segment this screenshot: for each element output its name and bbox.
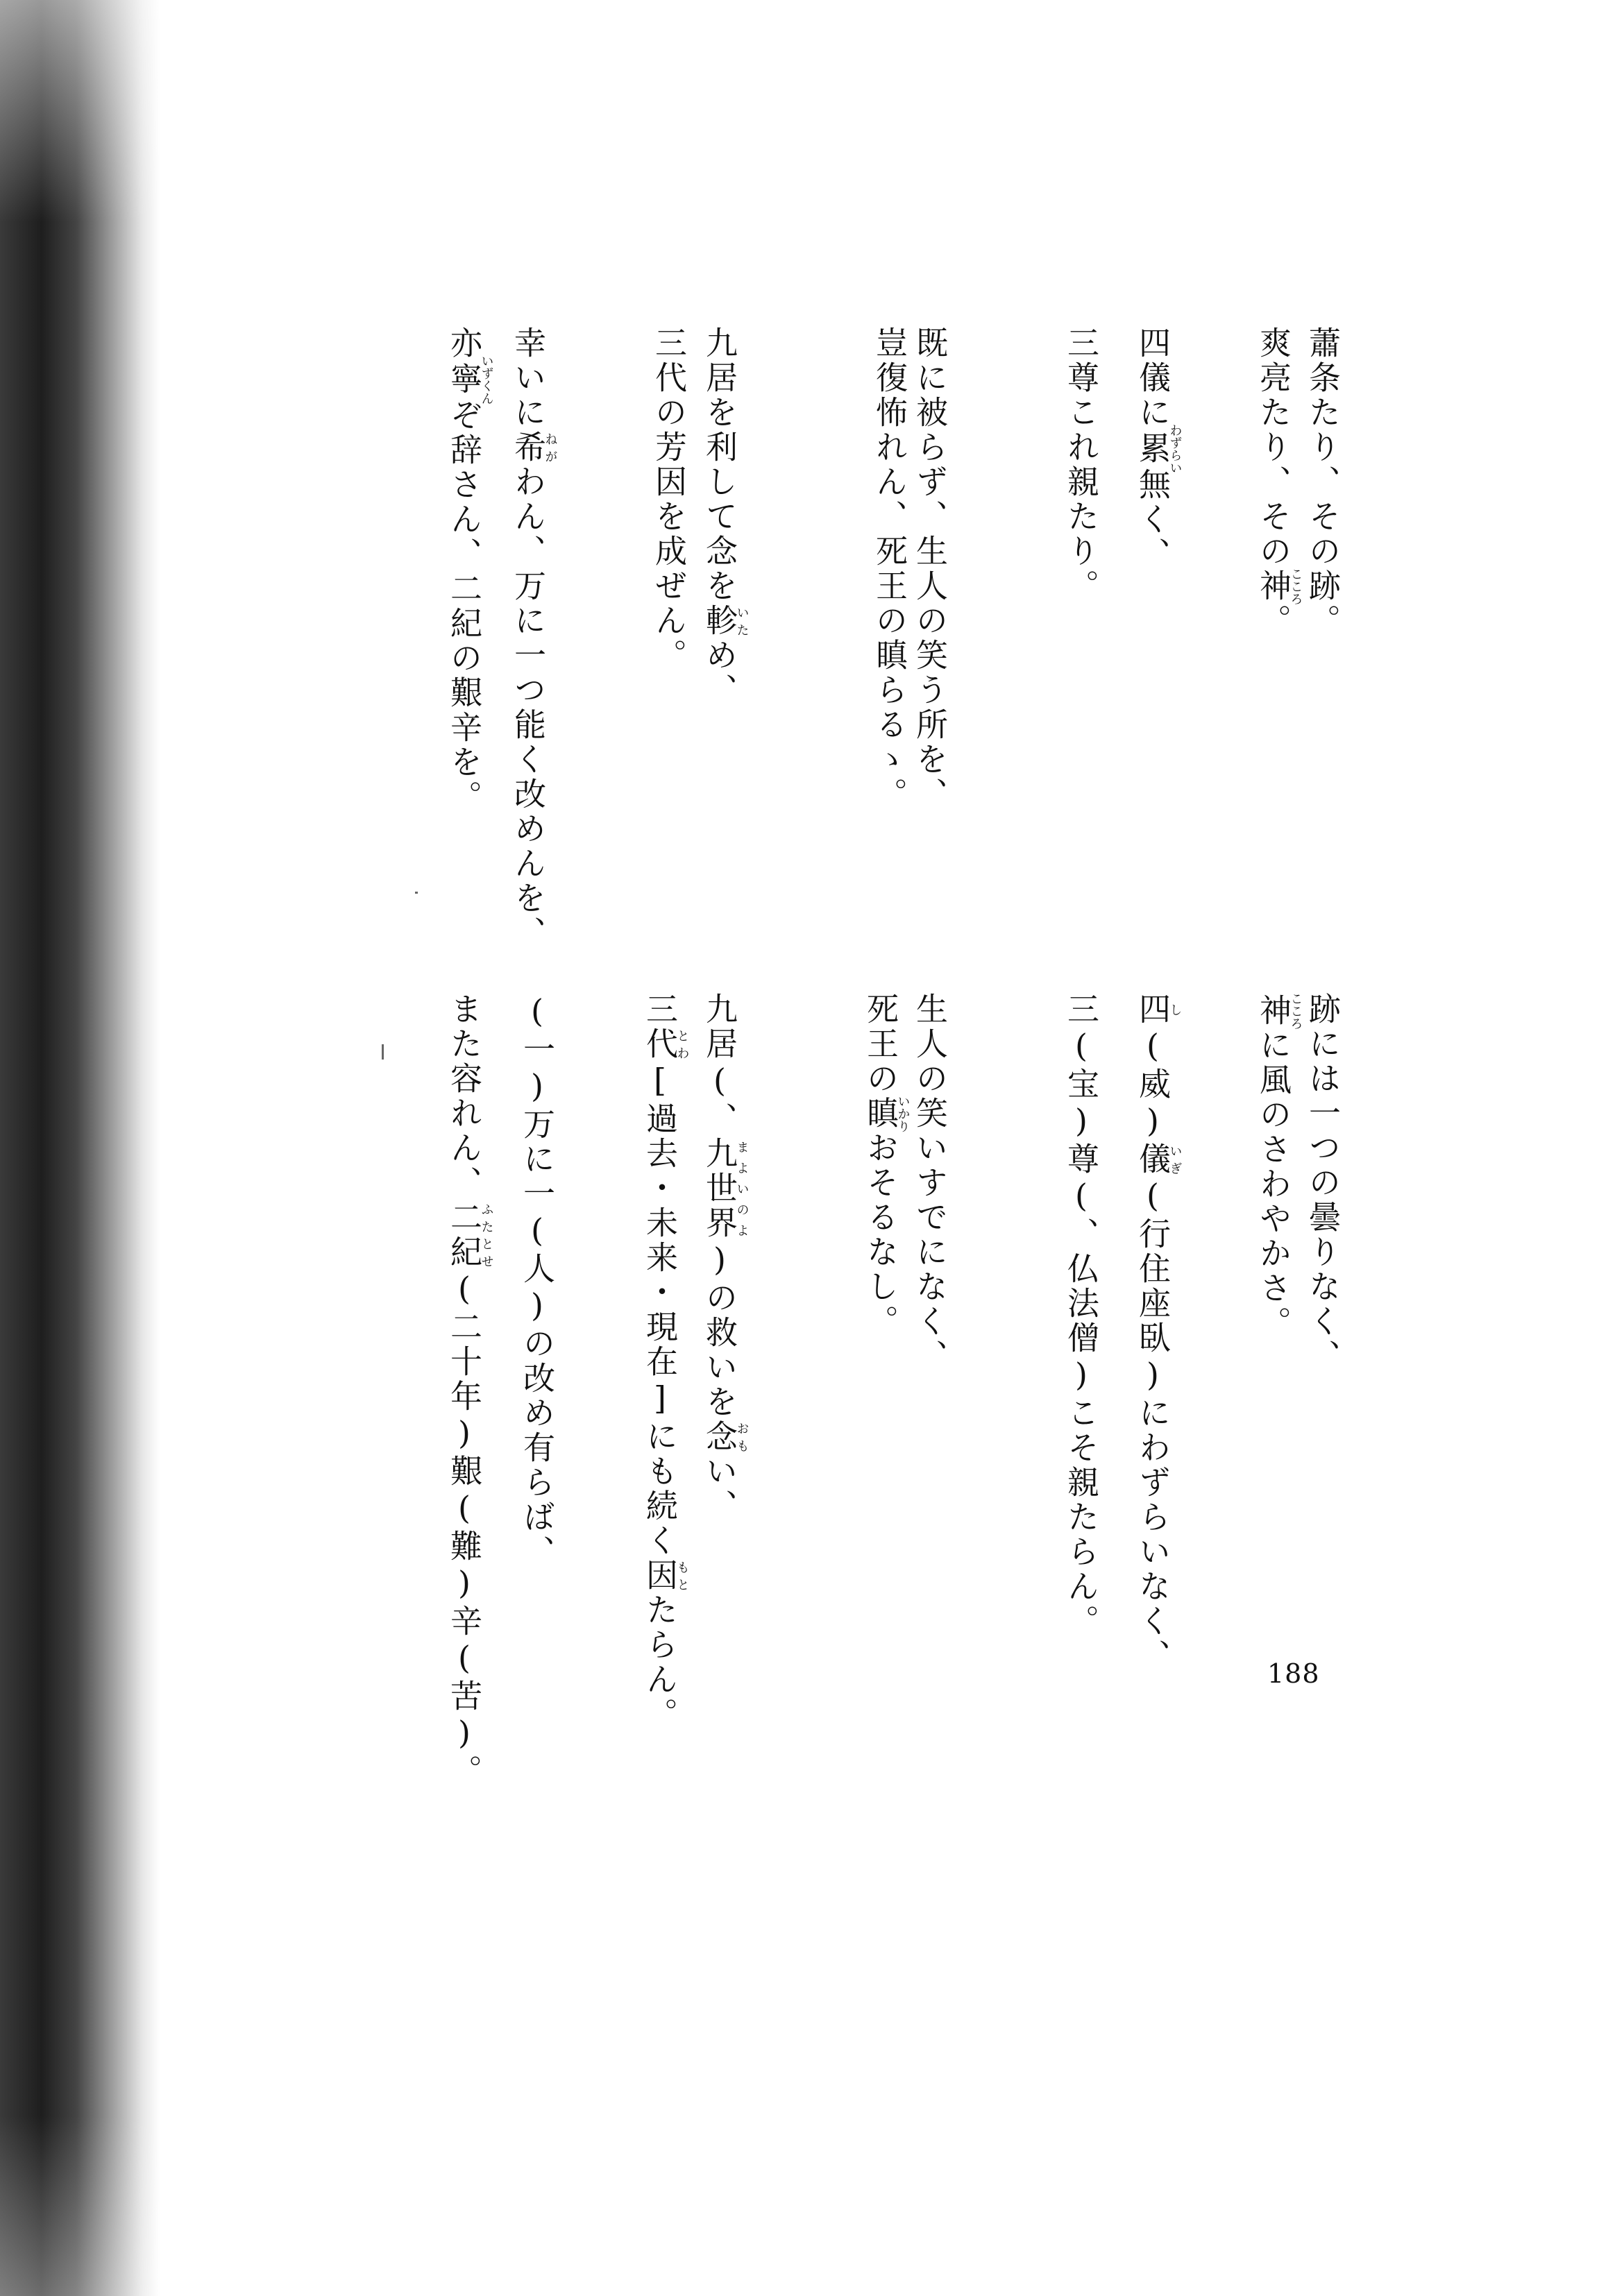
upper-verse-1-line-2: 爽亮たり、その神こころ。 bbox=[1255, 326, 1303, 638]
upper-verse-2-line-1: 四儀に累わずらい無く、 bbox=[1134, 326, 1183, 572]
upper-verse-4-line-2: 三代の芳因を成ぜん。 bbox=[650, 326, 688, 673]
upper-verse-1-line-1: 蕭条たり、その跡。 bbox=[1304, 326, 1342, 638]
lower-verse-1-line-1: 跡には一つの曇りなく、 bbox=[1304, 992, 1342, 1374]
lower-verse-5-line-2: また容れん、二紀ふたとせ(二十年)艱(難)辛(苦)。 bbox=[446, 992, 494, 1789]
lower-verse-4-line-1: 九居(、九世界まよいのよ)の救いを念おもい、 bbox=[701, 992, 750, 1524]
scan-shadow-fade-bottom bbox=[0, 2116, 160, 2296]
upper-verse-2-line-2: 三尊これ親たり。 bbox=[1063, 326, 1100, 604]
lower-verse-4-line-2: 三代とわ[過去・未来・現在]にも続く因もとたらん。 bbox=[641, 992, 690, 1732]
upper-verse-3-line-1: 既に被らず、生人の笑う所を、 bbox=[911, 326, 949, 812]
upper-verse-3-line-2: 豈復怖れん、死王の瞋らるゝ。 bbox=[871, 326, 908, 812]
page-number: 188 bbox=[1267, 1658, 1320, 1689]
lower-verse-5-line-1: (一)万に一(人)の改め有らば、 bbox=[518, 992, 556, 1570]
lower-verse-3-line-2: 死王の瞋いかりおそるなし。 bbox=[862, 992, 911, 1339]
scan-speck bbox=[415, 892, 418, 894]
upper-verse-5-line-1: 幸いに希ねがわん、万に一つ能く改めんを、 bbox=[509, 326, 558, 951]
lower-verse-3-line-1: 生人の笑いすでになく、 bbox=[911, 992, 949, 1374]
upper-verse-5-line-2: 亦寧いずくんぞ辞さん、二紀の艱辛を。 bbox=[446, 326, 494, 815]
scan-shadow-fade-top bbox=[0, 0, 160, 222]
lower-verse-2-line-2: 三(宝)尊(、仏法僧)こそ親たらん。 bbox=[1063, 992, 1100, 1639]
lower-verse-1-line-2: 神こころに風のさわやかさ。 bbox=[1255, 992, 1303, 1341]
upper-verse-4-line-1: 九居を利して念を軫いため、 bbox=[701, 326, 750, 708]
lower-verse-2-line-1: 四し(威)儀いぎ(行住座臥)にわずらいなく、 bbox=[1134, 992, 1183, 1674]
scan-speck bbox=[382, 1044, 384, 1060]
scan-binding-shadow bbox=[0, 0, 160, 2296]
